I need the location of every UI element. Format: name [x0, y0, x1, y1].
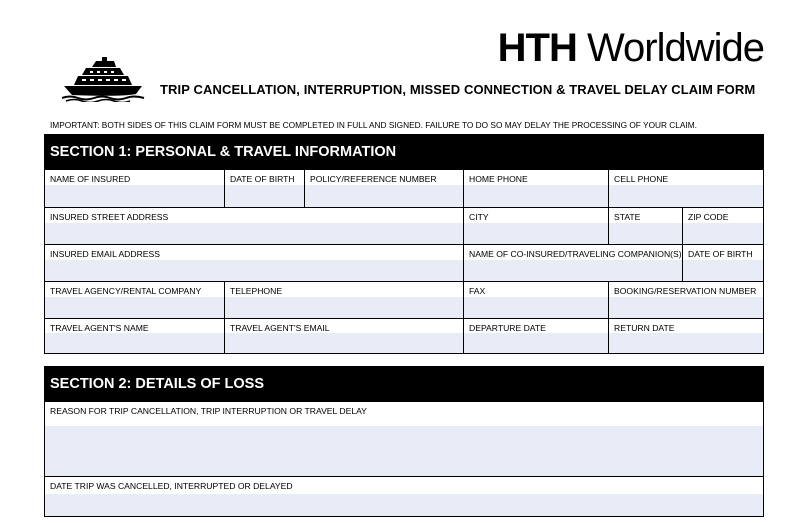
- policy-reference-field[interactable]: [304, 170, 464, 207]
- section1-row-5: [45, 318, 763, 353]
- field-label: TRAVEL AGENT'S EMAIL: [230, 323, 330, 333]
- field-input-area[interactable]: [225, 333, 464, 353]
- section2-title: SECTION 2: DETAILS OF LOSS: [44, 366, 764, 401]
- date-of-birth-field[interactable]: [224, 170, 305, 207]
- section1-row-1: [45, 170, 763, 207]
- field-input-area[interactable]: [45, 185, 225, 207]
- travel-agency-field[interactable]: [45, 282, 225, 319]
- field-label: CELL PHONE: [614, 174, 669, 184]
- field-label: FAX: [469, 286, 486, 296]
- field-label: CITY: [469, 212, 489, 222]
- travel-agent-name-field[interactable]: [45, 319, 225, 353]
- section1-grid: [44, 169, 764, 354]
- section1-row-3: [45, 244, 763, 282]
- field-input-area[interactable]: [45, 426, 763, 476]
- field-label: HOME PHONE: [469, 174, 528, 184]
- field-input-area[interactable]: [225, 297, 464, 319]
- field-input-area[interactable]: [609, 185, 763, 207]
- field-input-area[interactable]: [45, 223, 464, 245]
- field-input-area[interactable]: [609, 223, 683, 245]
- field-input-area[interactable]: [45, 260, 464, 282]
- field-label: DEPARTURE DATE: [469, 323, 546, 333]
- field-input-area[interactable]: [464, 333, 609, 353]
- telephone-field[interactable]: [224, 282, 464, 319]
- field-label: TRAVEL AGENT'S NAME: [50, 323, 149, 333]
- field-label: STATE: [614, 212, 641, 222]
- field-label: DATE OF BIRTH: [688, 249, 753, 259]
- field-label: BOOKING/RESERVATION NUMBER: [614, 286, 757, 296]
- field-input-area[interactable]: [45, 494, 763, 516]
- city-field[interactable]: [463, 208, 609, 245]
- form-title: TRIP CANCELLATION, INTERRUPTION, MISSED CONNECTION & TRAVEL DELAY CLAIM FORM: [160, 82, 756, 97]
- field-label: DATE TRIP WAS CANCELLED, INTERRUPTED OR DELAYED: [50, 481, 293, 491]
- field-input-area[interactable]: [609, 297, 763, 319]
- field-input-area[interactable]: [464, 297, 609, 319]
- travel-agent-email-field[interactable]: [224, 319, 464, 353]
- field-input-area[interactable]: [464, 260, 683, 282]
- loss-date-field[interactable]: [45, 477, 763, 516]
- field-label: REASON FOR TRIP CANCELLATION, TRIP INTERRUPTION OR TRAVEL DELAY: [50, 406, 367, 416]
- section1-title: SECTION 1: PERSONAL & TRAVEL INFORMATION: [44, 134, 764, 169]
- field-label: ZIP CODE: [688, 212, 729, 222]
- section1-row-2: [45, 207, 763, 245]
- zip-code-field[interactable]: [682, 208, 763, 245]
- field-input-area[interactable]: [464, 223, 609, 245]
- field-label: NAME OF INSURED: [50, 174, 131, 184]
- departure-date-field[interactable]: [463, 319, 609, 353]
- return-date-field[interactable]: [608, 319, 763, 353]
- field-input-area[interactable]: [225, 185, 305, 207]
- field-label: TELEPHONE: [230, 286, 283, 296]
- field-label: RETURN DATE: [614, 323, 675, 333]
- section1-row-4: [45, 281, 763, 319]
- field-label: INSURED STREET ADDRESS: [50, 212, 169, 222]
- brand-logo: [498, 26, 764, 70]
- section2-row-1: [45, 402, 763, 476]
- email-address-field[interactable]: [45, 245, 464, 282]
- booking-number-field[interactable]: [608, 282, 763, 319]
- field-input-area[interactable]: [45, 297, 225, 319]
- fax-field[interactable]: [463, 282, 609, 319]
- cell-phone-field[interactable]: [608, 170, 763, 207]
- field-label: NAME OF CO-INSURED/TRAVELING COMPANION(S): [469, 249, 682, 259]
- field-label: TRAVEL AGENCY/RENTAL COMPANY: [50, 286, 202, 296]
- state-field[interactable]: [608, 208, 683, 245]
- important-note: IMPORTANT: BOTH SIDES OF THIS CLAIM FORM MUST BE COMPLETED IN FULL AND SIGNED. FAILURE TO DO SO MAY DELAY THE PROCESSING OF YOUR CLAIM.: [50, 120, 697, 130]
- cruise-ship-icon: [62, 56, 146, 102]
- field-input-area[interactable]: [305, 185, 464, 207]
- brand-logo-rest: Worldwide: [587, 26, 764, 70]
- field-label: DATE OF BIRTH: [230, 174, 295, 184]
- loss-reason-field[interactable]: [45, 402, 763, 476]
- home-phone-field[interactable]: [463, 170, 609, 207]
- field-input-area[interactable]: [45, 333, 225, 353]
- field-label: INSURED EMAIL ADDRESS: [50, 249, 160, 259]
- field-label: POLICY/REFERENCE NUMBER: [310, 174, 437, 184]
- section2-grid: [44, 401, 764, 517]
- section2-row-2: [45, 476, 763, 516]
- street-address-field[interactable]: [45, 208, 464, 245]
- field-input-area[interactable]: [609, 333, 763, 353]
- co-insured-name-field[interactable]: [463, 245, 683, 282]
- field-input-area[interactable]: [683, 260, 763, 282]
- brand-logo-bold: HTH: [497, 26, 577, 70]
- co-insured-dob-field[interactable]: [682, 245, 763, 282]
- field-input-area[interactable]: [464, 185, 609, 207]
- name-of-insured-field[interactable]: [45, 170, 225, 207]
- field-input-area[interactable]: [683, 223, 763, 245]
